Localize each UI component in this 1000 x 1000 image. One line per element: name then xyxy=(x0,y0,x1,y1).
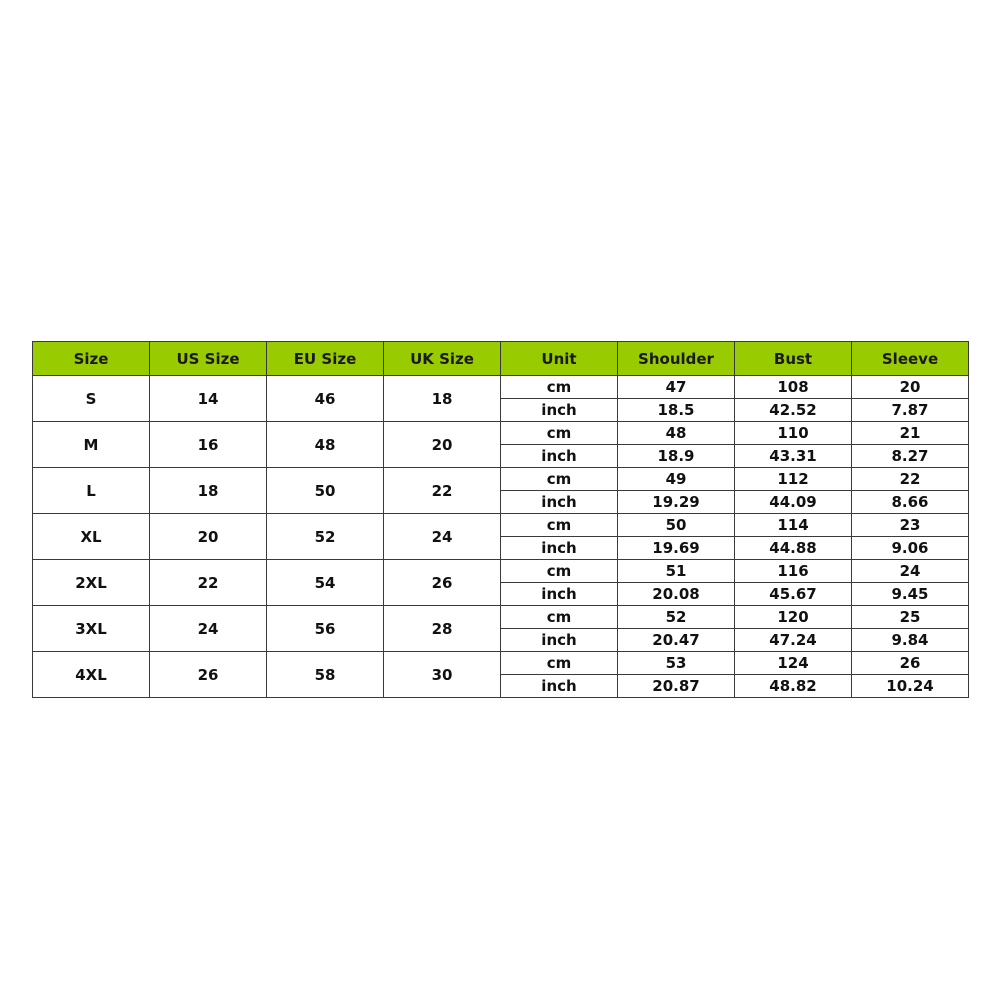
bust-cell: 44.88 xyxy=(735,537,852,560)
us-size-cell: 20 xyxy=(150,514,267,560)
eu-size-cell: 50 xyxy=(267,468,384,514)
unit-cell: inch xyxy=(501,399,618,422)
bust-cell: 48.82 xyxy=(735,675,852,698)
unit-cell: cm xyxy=(501,606,618,629)
us-size-cell: 24 xyxy=(150,606,267,652)
size-cell: L xyxy=(33,468,150,514)
header-sleeve: Sleeve xyxy=(852,342,969,376)
unit-cell: cm xyxy=(501,468,618,491)
uk-size-cell: 18 xyxy=(384,376,501,422)
shoulder-cell: 18.5 xyxy=(618,399,735,422)
table-row xyxy=(33,560,969,583)
uk-size-cell: 26 xyxy=(384,560,501,606)
sleeve-cell: 23 xyxy=(852,514,969,537)
unit-cell: inch xyxy=(501,629,618,652)
eu-size-cell: 48 xyxy=(267,422,384,468)
bust-cell: 44.09 xyxy=(735,491,852,514)
header-us-size: US Size xyxy=(150,342,267,376)
us-size-cell: 26 xyxy=(150,652,267,698)
bust-cell: 114 xyxy=(735,514,852,537)
bust-cell: 110 xyxy=(735,422,852,445)
bust-cell: 45.67 xyxy=(735,583,852,606)
size-cell: S xyxy=(33,376,150,422)
size-cell: M xyxy=(33,422,150,468)
eu-size-cell: 54 xyxy=(267,560,384,606)
uk-size-cell: 20 xyxy=(384,422,501,468)
unit-cell: cm xyxy=(501,560,618,583)
unit-cell: cm xyxy=(501,376,618,399)
shoulder-cell: 52 xyxy=(618,606,735,629)
size-cell: XL xyxy=(33,514,150,560)
header-unit: Unit xyxy=(501,342,618,376)
unit-cell: cm xyxy=(501,514,618,537)
sleeve-cell: 25 xyxy=(852,606,969,629)
header-bust: Bust xyxy=(735,342,852,376)
header-eu-size: EU Size xyxy=(267,342,384,376)
uk-size-cell: 24 xyxy=(384,514,501,560)
unit-cell: inch xyxy=(501,491,618,514)
shoulder-cell: 19.29 xyxy=(618,491,735,514)
header-shoulder: Shoulder xyxy=(618,342,735,376)
unit-cell: inch xyxy=(501,675,618,698)
sleeve-cell: 22 xyxy=(852,468,969,491)
table-row xyxy=(33,514,969,537)
eu-size-cell: 56 xyxy=(267,606,384,652)
sleeve-cell: 9.84 xyxy=(852,629,969,652)
bust-cell: 108 xyxy=(735,376,852,399)
bust-cell: 116 xyxy=(735,560,852,583)
unit-cell: cm xyxy=(501,422,618,445)
uk-size-cell: 30 xyxy=(384,652,501,698)
table-body xyxy=(33,376,969,698)
unit-cell: inch xyxy=(501,583,618,606)
unit-cell: inch xyxy=(501,445,618,468)
table-row xyxy=(33,422,969,445)
sleeve-cell: 21 xyxy=(852,422,969,445)
shoulder-cell: 20.47 xyxy=(618,629,735,652)
us-size-cell: 16 xyxy=(150,422,267,468)
table-row xyxy=(33,376,969,399)
shoulder-cell: 50 xyxy=(618,514,735,537)
shoulder-cell: 19.69 xyxy=(618,537,735,560)
us-size-cell: 14 xyxy=(150,376,267,422)
unit-cell: cm xyxy=(501,652,618,675)
sleeve-cell: 24 xyxy=(852,560,969,583)
sleeve-cell: 9.45 xyxy=(852,583,969,606)
sleeve-cell: 26 xyxy=(852,652,969,675)
shoulder-cell: 49 xyxy=(618,468,735,491)
size-cell: 4XL xyxy=(33,652,150,698)
size-cell: 3XL xyxy=(33,606,150,652)
shoulder-cell: 20.87 xyxy=(618,675,735,698)
table-row xyxy=(33,468,969,491)
sleeve-cell: 9.06 xyxy=(852,537,969,560)
eu-size-cell: 52 xyxy=(267,514,384,560)
shoulder-cell: 20.08 xyxy=(618,583,735,606)
header-size: Size xyxy=(33,342,150,376)
sleeve-cell: 20 xyxy=(852,376,969,399)
size-chart-table xyxy=(32,341,969,698)
shoulder-cell: 51 xyxy=(618,560,735,583)
shoulder-cell: 18.9 xyxy=(618,445,735,468)
eu-size-cell: 46 xyxy=(267,376,384,422)
sleeve-cell: 8.66 xyxy=(852,491,969,514)
bust-cell: 42.52 xyxy=(735,399,852,422)
header-uk-size: UK Size xyxy=(384,342,501,376)
uk-size-cell: 28 xyxy=(384,606,501,652)
uk-size-cell: 22 xyxy=(384,468,501,514)
bust-cell: 47.24 xyxy=(735,629,852,652)
us-size-cell: 18 xyxy=(150,468,267,514)
table-header-row xyxy=(33,342,969,376)
shoulder-cell: 48 xyxy=(618,422,735,445)
shoulder-cell: 53 xyxy=(618,652,735,675)
bust-cell: 112 xyxy=(735,468,852,491)
size-cell: 2XL xyxy=(33,560,150,606)
sleeve-cell: 7.87 xyxy=(852,399,969,422)
us-size-cell: 22 xyxy=(150,560,267,606)
shoulder-cell: 47 xyxy=(618,376,735,399)
sleeve-cell: 10.24 xyxy=(852,675,969,698)
table-row xyxy=(33,606,969,629)
bust-cell: 124 xyxy=(735,652,852,675)
table-row xyxy=(33,652,969,675)
sleeve-cell: 8.27 xyxy=(852,445,969,468)
bust-cell: 120 xyxy=(735,606,852,629)
bust-cell: 43.31 xyxy=(735,445,852,468)
eu-size-cell: 58 xyxy=(267,652,384,698)
unit-cell: inch xyxy=(501,537,618,560)
